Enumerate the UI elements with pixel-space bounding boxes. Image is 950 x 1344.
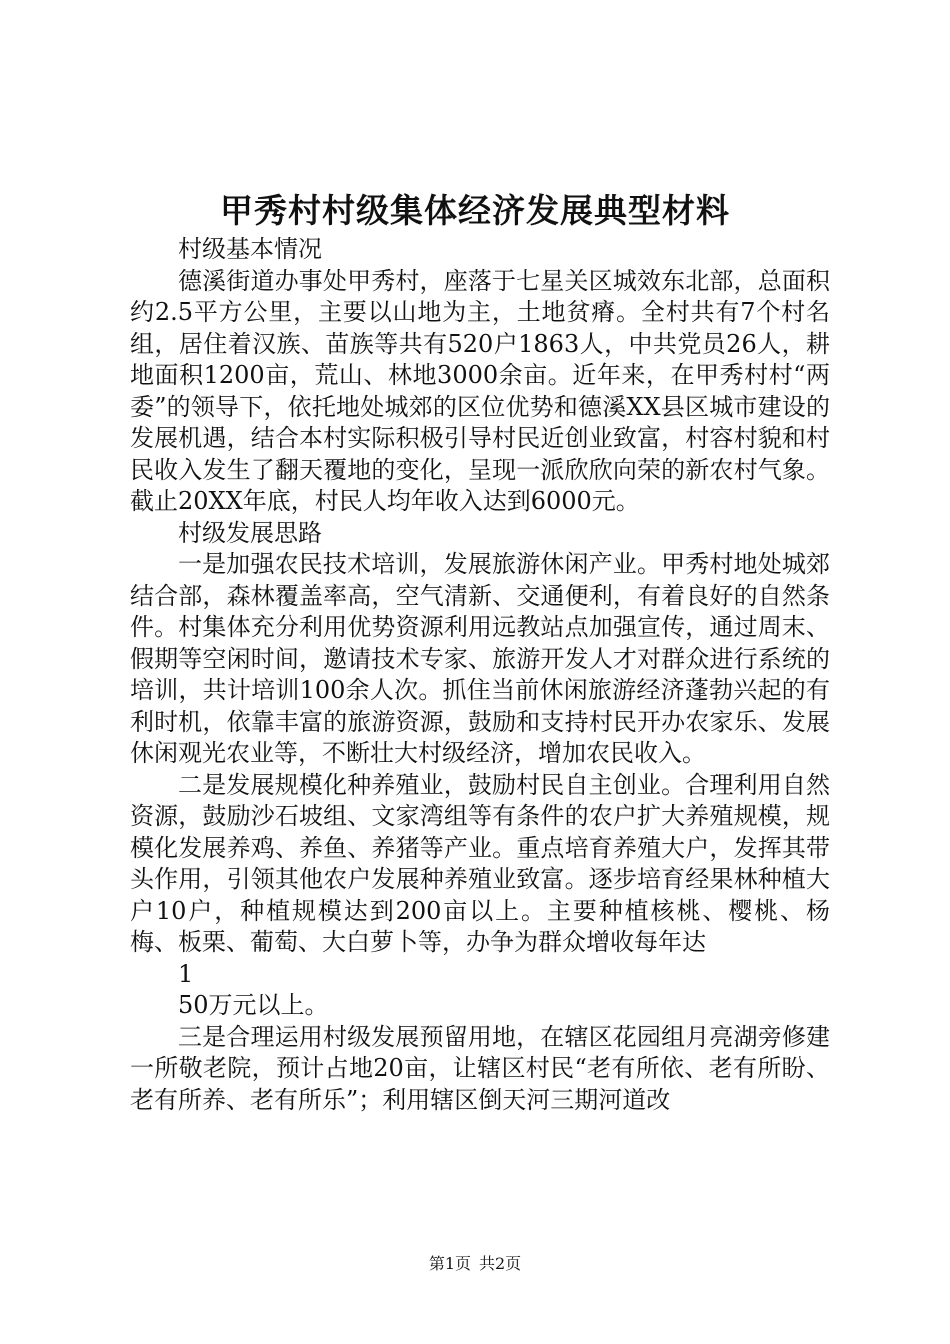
page-number-current: 第1页 — [428, 1254, 471, 1273]
paragraph-basic-info: 德溪街道办事处甲秀村，座落于七星关区城效东北部，总面积约2.5平方公里，主要以山地为主，土地贫瘠。全村共有7个村名组，居住着汉族、苗族等共有520户1863人，中共党员26人，耕地面积1200亩，荒山、林地3000余亩。近年来，在甲秀村村“两委”的领导下，依托地处城郊的区位优势和德溪XX县区城市建设的发展机遇，结合本村实际积极引导村民近创业致富，村容村貌和村民收入发生了翻天覆地的变化，呈现一派欣欣向荣的新农村气象。截止20XX年底，村民人均年收入达到6000元。 — [130, 266, 830, 515]
paragraph-land-use: 三是合理运用村级发展预留用地，在辖区花园组月亮湖旁修建一所敬老院，预计占地20亩，让辖区村民“老有所依、老有所盼、老有所养、老有所乐”；利用辖区倒天河三期河道改 — [130, 1022, 830, 1114]
page-number-total: 共2页 — [479, 1254, 522, 1273]
document-body — [130, 234, 830, 1116]
page-footer — [0, 1254, 950, 1274]
paragraph-tourism: 一是加强农民技术培训，发展旅游休闲产业。甲秀村地处城郊结合部，森林覆盖率高，空气清新、交通便利，有着良好的自然条件。村集体充分利用优势资源利用远教站点加强宣传，通过周末、假期等空闲时间，邀请技术专家、旅游开发人才对群众进行系统的培训，共计培训100余人次。抓住当前休闲旅游经济蓬勃兴起的有利时机，依靠丰富的旅游资源，鼓励和支持村民开办农家乐、发展休闲观光农业等，不断壮大村级经济，增加农民收入。 — [130, 550, 830, 767]
section-heading-basic-info: 村级基本情况 — [178, 235, 322, 263]
section-heading-development-ideas: 村级发展思路 — [178, 518, 322, 547]
document-title: 甲秀村村级集体经济发展典型材料 — [220, 191, 730, 230]
paragraph-fragment-number: 1 — [178, 959, 194, 988]
paragraph-breeding: 二是发展规模化种养殖业，鼓励村民自主创业。合理利用自然资源，鼓励沙石坡组、文家湾组等有条件的农户扩大养殖规模，规模化发展养鸡、养鱼、养猪等产业。重点培育养殖大户，发挥其带头作用，引领其他农户发展种养殖业致富。逐步培育经果林种植大户10户，种植规模达到200亩以上。主要种植核桃、樱桃、杨梅、板栗、葡萄、大白萝卜等，办争为群众增收每年达 — [130, 770, 830, 956]
paragraph-fragment-amount: 50万元以上。 — [178, 991, 329, 1019]
